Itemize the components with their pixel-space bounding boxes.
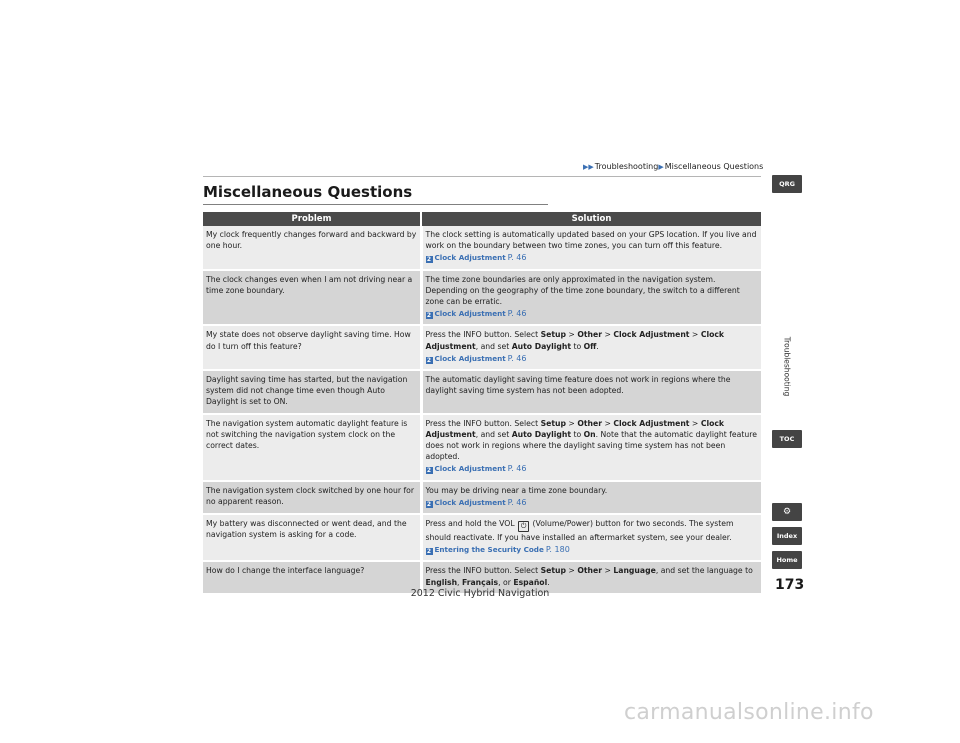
reference-arrow-icon: 2 bbox=[426, 548, 432, 556]
reference-arrow-icon: 2 bbox=[426, 256, 432, 264]
table-row bbox=[203, 370, 761, 414]
solution-cell bbox=[421, 481, 761, 514]
breadcrumb-parent[interactable]: Troubleshooting bbox=[594, 162, 659, 171]
header-solution: Solution bbox=[421, 212, 761, 226]
breadcrumb bbox=[583, 162, 764, 171]
reference-page: P. 46 bbox=[507, 253, 527, 263]
section-label: Troubleshooting bbox=[782, 336, 792, 397]
problem-cell: My state does not observe daylight saving time. How do I turn off this feature? bbox=[203, 325, 421, 370]
home-shortcut-tab[interactable] bbox=[772, 503, 802, 521]
reference-page: P. 46 bbox=[507, 309, 527, 319]
reference-title: Clock Adjustment bbox=[434, 497, 506, 507]
solution-text: The clock setting is automatically updated based on your GPS location. If you live and work on the boundary between two time zones, you can turn off this feature. bbox=[425, 230, 757, 251]
problem-cell: My clock frequently changes forward and backward by one hour. bbox=[203, 226, 421, 270]
reference-page: P. 46 bbox=[507, 353, 527, 363]
reference-arrow-icon: 2 bbox=[426, 312, 432, 320]
problem-cell: How do I change the interface language? bbox=[203, 561, 421, 593]
power-icon: ⏻ bbox=[518, 521, 529, 532]
solution-text: Press the INFO button. Select Setup > Other > Clock Adjustment > Clock Adjustment, and set Auto Daylight to On. Note that the automatic daylight feature does not work in regions where the daylight saving time system has not been adopted. bbox=[425, 418, 757, 462]
solution-text: The automatic daylight saving time feature does not work in regions where the daylight saving time system has not been adopted. bbox=[425, 375, 731, 396]
reference-title: Entering the Security Code bbox=[434, 545, 544, 555]
solution-cell bbox=[421, 270, 761, 326]
solution-cell bbox=[421, 226, 761, 270]
cross-reference-link[interactable] bbox=[426, 252, 759, 263]
reference-page: P. 46 bbox=[507, 497, 527, 507]
section-home-icon: ⚙ bbox=[782, 507, 792, 517]
table-row bbox=[203, 481, 761, 514]
cross-reference-link[interactable] bbox=[426, 497, 759, 508]
cross-reference-link[interactable] bbox=[426, 353, 759, 364]
problem-cell: The clock changes even when I am not driving near a time zone boundary. bbox=[203, 270, 421, 326]
page-number: 173 bbox=[775, 577, 805, 593]
toc-tab[interactable]: TOC bbox=[772, 430, 802, 448]
table-row bbox=[203, 270, 761, 326]
solution-text: The time zone boundaries are only approximated in the navigation system. Depending on the geography of the time zone boundary, the switch to a different zone can be erratic. bbox=[425, 274, 740, 307]
breadcrumb-arrow-icon: ▶ bbox=[658, 163, 664, 171]
table-row bbox=[203, 414, 761, 481]
problem-cell: My battery was disconnected or went dead, and the navigation system is asking for a code. bbox=[203, 514, 421, 561]
watermark: carmanualsonline.info bbox=[624, 700, 874, 725]
breadcrumb-current: Miscellaneous Questions bbox=[664, 162, 764, 171]
index-tab[interactable]: Index bbox=[772, 527, 802, 545]
solution-cell bbox=[421, 414, 761, 481]
problem-cell: The navigation system automatic daylight feature is not switching the navigation system clock on the correct dates. bbox=[203, 414, 421, 481]
solution-cell bbox=[421, 325, 761, 370]
faq-table bbox=[203, 212, 761, 595]
reference-title: Clock Adjustment bbox=[434, 464, 506, 474]
solution-text: You may be driving near a time zone boundary. bbox=[425, 485, 608, 495]
title-underline bbox=[203, 204, 548, 205]
header-rule bbox=[203, 176, 761, 177]
solution-cell bbox=[421, 370, 761, 414]
table-row bbox=[203, 226, 761, 270]
page-title: Miscellaneous Questions bbox=[203, 183, 413, 201]
reference-page: P. 46 bbox=[507, 464, 527, 474]
reference-title: Clock Adjustment bbox=[434, 253, 506, 263]
reference-page: P. 180 bbox=[545, 545, 570, 555]
reference-arrow-icon: 2 bbox=[426, 356, 432, 364]
header-problem: Problem bbox=[203, 212, 421, 226]
qrg-tab[interactable]: QRG bbox=[772, 175, 802, 193]
reference-title: Clock Adjustment bbox=[434, 353, 506, 363]
cross-reference-link[interactable] bbox=[426, 308, 759, 319]
reference-arrow-icon: 2 bbox=[426, 467, 432, 475]
table-row bbox=[203, 325, 761, 370]
problem-cell: Daylight saving time has started, but the navigation system did not change time even though Auto Daylight is set to ON. bbox=[203, 370, 421, 414]
problem-cell: The navigation system clock switched by one hour for no apparent reason. bbox=[203, 481, 421, 514]
home-tab[interactable]: Home bbox=[772, 551, 802, 569]
solution-text: Press and hold the VOL ⏻ (Volume/Power) button for two seconds. The system should reactivate. If you have installed an aftermarket system, see your dealer. bbox=[425, 519, 734, 543]
table-row bbox=[203, 514, 761, 561]
footer-text: 2012 Civic Hybrid Navigation bbox=[410, 588, 550, 599]
table-header-row bbox=[203, 212, 761, 226]
breadcrumb-arrow-icon: ▶▶ bbox=[583, 163, 594, 171]
reference-arrow-icon: 2 bbox=[426, 500, 432, 508]
solution-text: Press the INFO button. Select Setup > Other > Clock Adjustment > Clock Adjustment, and set Auto Daylight to Off. bbox=[425, 330, 725, 351]
cross-reference-link[interactable] bbox=[426, 544, 759, 555]
solution-cell bbox=[421, 514, 761, 561]
solution-text: Press the INFO button. Select Setup > Other > Language, and set the language to English, Français, or Español. bbox=[425, 566, 753, 587]
cross-reference-link[interactable] bbox=[426, 463, 759, 474]
reference-title: Clock Adjustment bbox=[434, 309, 506, 319]
